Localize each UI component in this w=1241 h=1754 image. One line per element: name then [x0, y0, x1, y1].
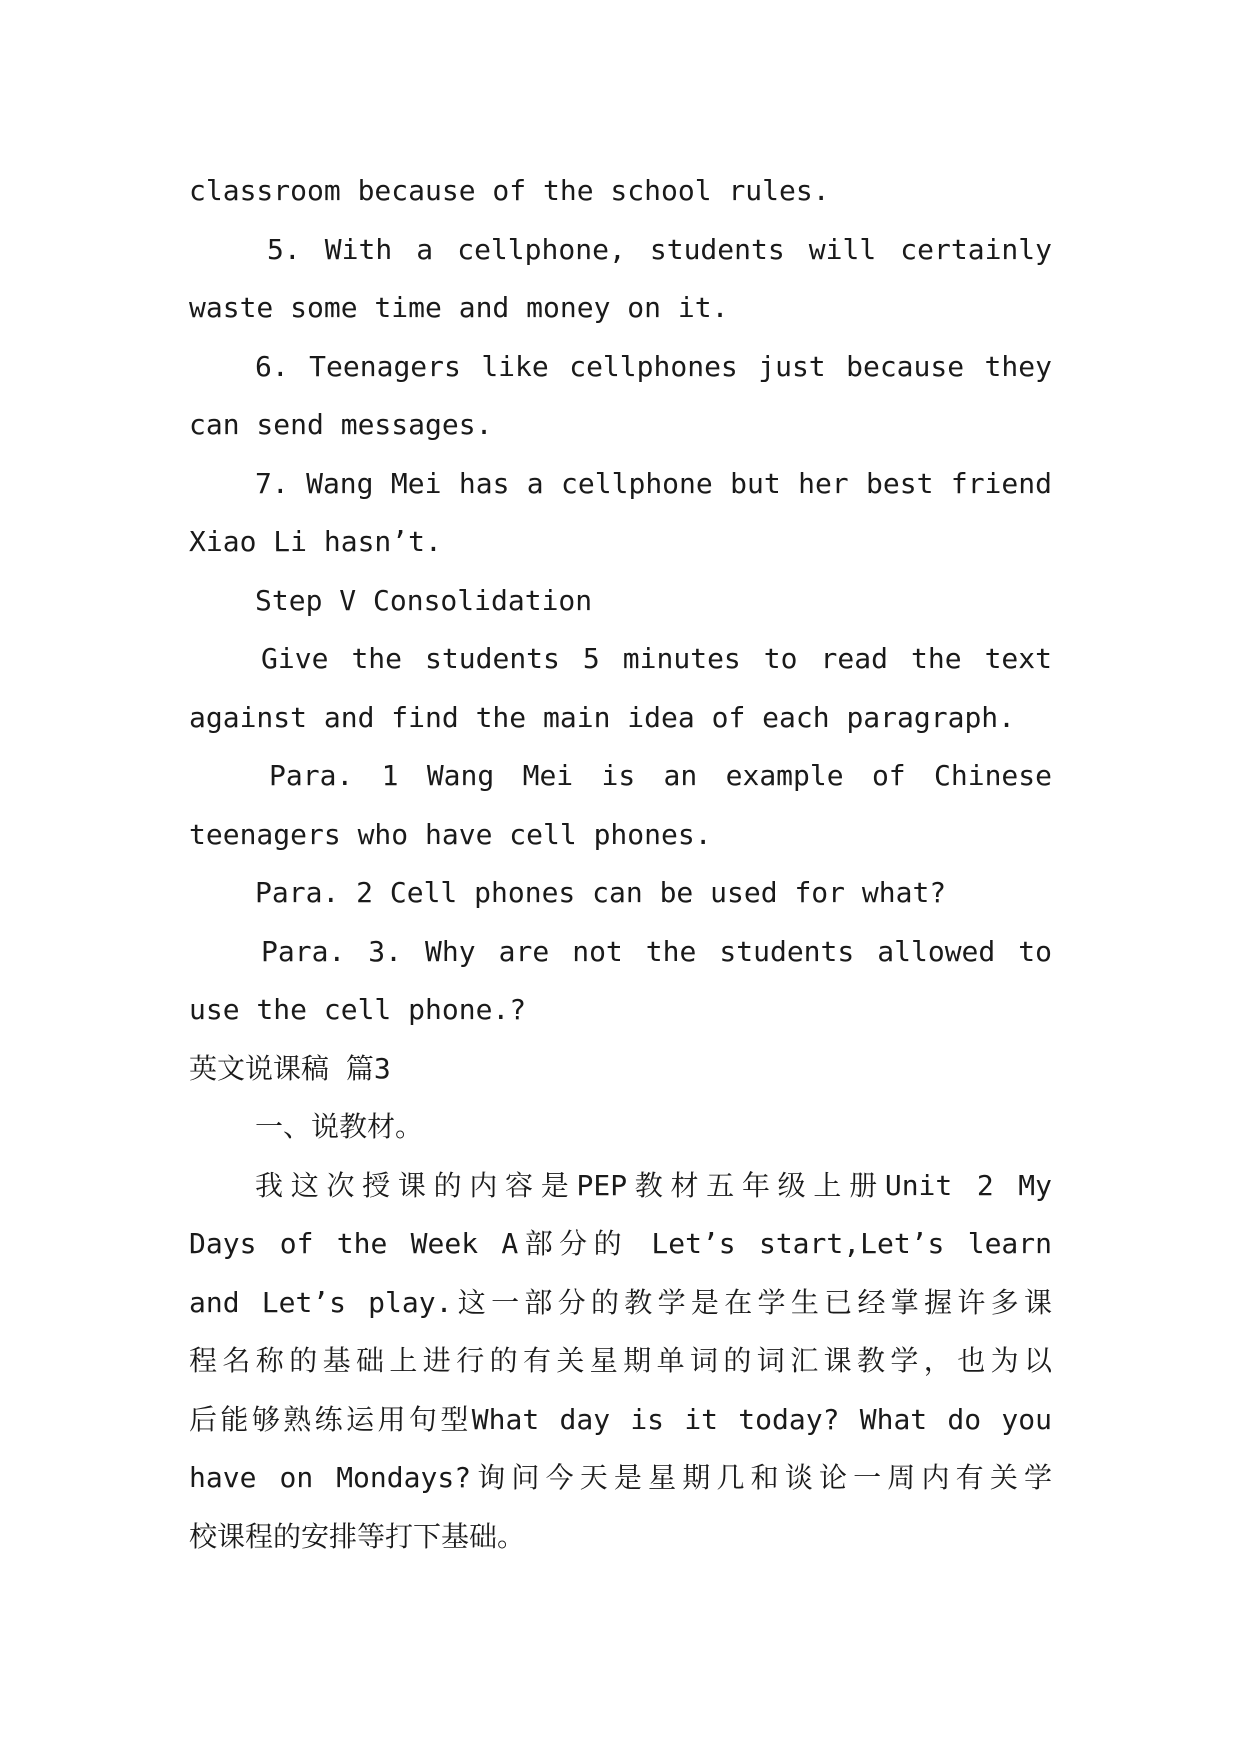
para-2-line: Para. 2 Cell phones can be used for what?	[255, 876, 947, 909]
paragraph-line: Give the students 5 minutes to read the text	[261, 642, 1052, 675]
paragraph-line: 校课程的安排等打下基础。	[189, 1519, 526, 1553]
paragraph-line: and Let’s play.这一部分的教学是在学生已经掌握许多课	[189, 1285, 1052, 1319]
list-item-6: 6. Teenagers like cellphones just because they	[255, 349, 1052, 383]
paragraph-line: have on Mondays?询问今天是星期几和谈论一周内有关学	[189, 1461, 1052, 1494]
step-heading: Step V Consolidation	[255, 583, 593, 617]
paragraph-line: teenagers who have cell phones.	[189, 817, 712, 851]
paragraph-line: Days of the Week A部分的 Let’s start,Let’s learn	[189, 1227, 1052, 1260]
list-item-7: 7. Wang Mei has a cellphone but her best friend	[255, 466, 1052, 500]
paragraph-line: 程名称的基础上进行的有关星期单词的词汇课教学，也为以	[189, 1344, 1052, 1377]
subsection-heading: 一、说教材。	[255, 1110, 424, 1143]
paragraph-line: use the cell phone.?	[189, 993, 527, 1026]
paragraph-line: 我这次授课的内容是PEP教材五年级上册Unit 2 My	[255, 1168, 1052, 1202]
paragraph-line: can send messages.	[189, 408, 493, 441]
para-1-line: Para. 1 Wang Mei is an example of Chinese	[269, 759, 1052, 792]
list-item-5: 5. With a cellphone, students will certainly	[267, 232, 1052, 266]
paragraph-line: Xiao Li hasn’t.	[189, 525, 442, 558]
section-heading: 英文说课稿 篇3	[189, 1051, 391, 1085]
paragraph-line: 后能够熟练运用句型What day is it today? What do you	[189, 1402, 1052, 1436]
para-3-line: Para. 3. Why are not the students allowed to	[261, 934, 1052, 968]
paragraph-line: classroom because of the school rules.	[189, 174, 830, 207]
paragraph-line: waste some time and money on it.	[189, 291, 729, 324]
document-body	[189, 162, 1052, 1566]
paragraph-line: against and find the main idea of each paragraph.	[189, 700, 1016, 734]
